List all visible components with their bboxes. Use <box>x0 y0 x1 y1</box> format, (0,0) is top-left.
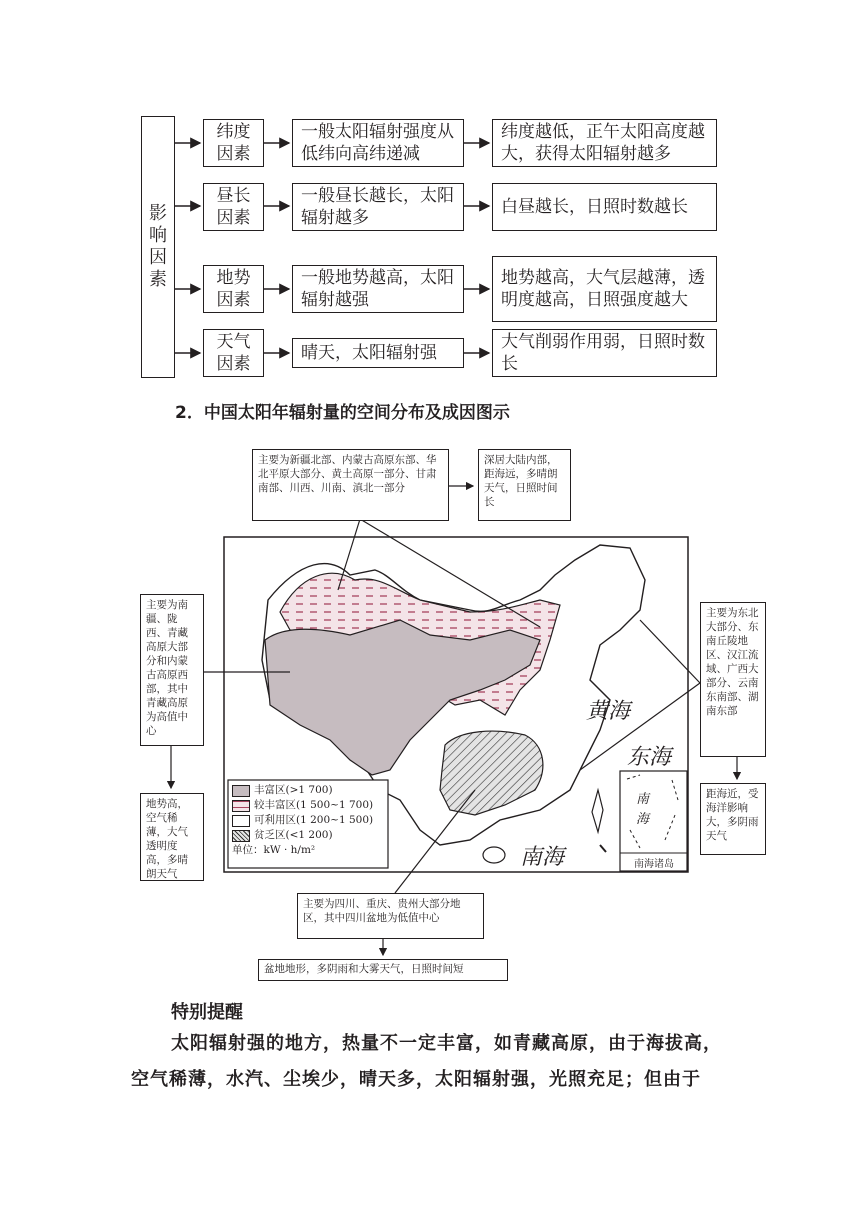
swatch-rich <box>232 785 250 797</box>
legend-unit: 单位：kW · h/m² <box>232 844 316 856</box>
label-yellow-sea: 黄海 <box>586 699 631 724</box>
legend-rich: 丰富区(>1 700) <box>232 783 373 798</box>
condition-daylength: 一般昼长越长，太阳辐射越多 <box>292 183 464 231</box>
condition-altitude: 一般地势越高，太阳辐射越强 <box>292 265 464 313</box>
box-available-regions: 主要为东北大部分、东南丘陵地区、汉江流域、广西大部分、云南东南部、湖南东部 <box>700 602 766 757</box>
label-inset-sea: 南海 <box>636 792 650 827</box>
result-altitude: 地势越高，大气层越薄，透明度越高，日照强度越大 <box>492 256 717 322</box>
box-rich-regions: 主要为南疆、陇西、青藏高原大部分和内蒙古高原西部，其中青藏高原为高值中心 <box>140 594 204 746</box>
box-rich-cause: 地势高，空气稀薄，大气透明度高，多晴朗天气 <box>140 793 204 881</box>
label-inset-title: 南海诸岛 <box>634 859 674 870</box>
factor-latitude: 纬度因素 <box>203 119 264 167</box>
factor-altitude: 地势因素 <box>203 265 264 313</box>
box-poor-cause: 盆地地形，多阴雨和大雾天气，日照时间短 <box>258 959 508 981</box>
label-south-sea: 南海 <box>520 845 565 870</box>
legend-relatively-rich: 较丰富区(1 500~1 700) <box>232 798 373 813</box>
box-relatively-rich-regions: 主要为新疆北部、内蒙古高原东部、华北平原大部分、黄土高原一部分、甘肃南部、川西、川南、滇北一部分 <box>252 449 449 521</box>
factor-daylength: 昼长因素 <box>203 183 264 231</box>
swatch-available <box>232 815 250 827</box>
swatch-poor <box>232 830 250 842</box>
section-2-title: 2．中国太阳年辐射量的空间分布及成因图示 <box>175 403 510 423</box>
swatch-relatively-rich <box>232 800 250 812</box>
condition-latitude: 一般太阳辐射强度从低纬向高纬递减 <box>292 119 464 167</box>
tip-title: 特别提醒 <box>171 1002 243 1023</box>
tip-line-1: 太阳辐射强的地方，热量不一定丰富，如青藏高原，由于海拔高， <box>171 1033 722 1054</box>
legend-poor: 贫乏区(<1 200) <box>232 828 373 843</box>
label-east-sea: 东海 <box>627 745 672 770</box>
box-relatively-rich-cause: 深居大陆内部，距海远，多晴朗天气，日照时间长 <box>478 449 571 521</box>
tip-line-2: 空气稀薄，水汽、尘埃少，晴天多，太阳辐射强，光照充足；但由于 <box>131 1069 701 1090</box>
condition-weather: 晴天，太阳辐射强 <box>292 338 464 368</box>
result-weather: 大气削弱作用弱，日照时数长 <box>492 329 717 377</box>
result-daylength: 白昼越长，日照时数越长 <box>492 183 717 231</box>
root-influence-factors: 影响因素 <box>141 116 175 378</box>
box-available-cause: 距海近，受海洋影响大，多阴雨天气 <box>700 783 766 855</box>
map-legend <box>232 783 373 858</box>
legend-available: 可利用区(1 200~1 500) <box>232 813 373 828</box>
box-poor-regions: 主要为四川、重庆、贵州大部分地区，其中四川盆地为低值中心 <box>297 893 484 939</box>
result-latitude: 纬度越低，正午太阳高度越大，获得太阳辐射越多 <box>492 119 717 167</box>
factor-weather: 天气因素 <box>203 329 264 377</box>
